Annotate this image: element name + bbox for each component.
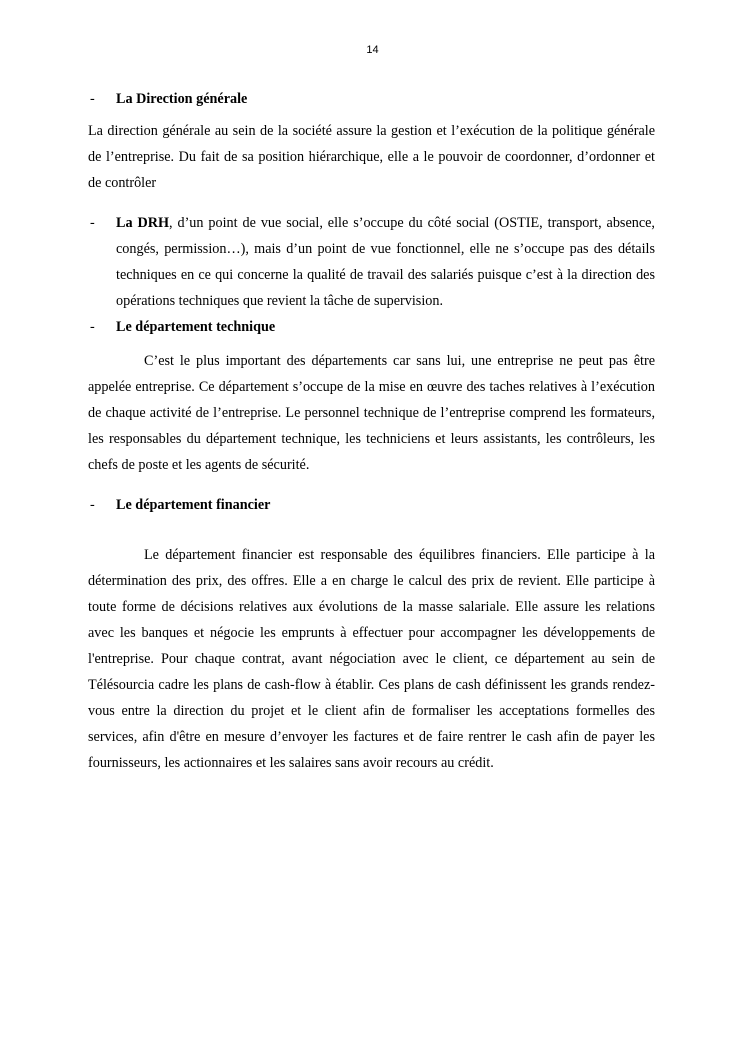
bullet-dash: - [90, 497, 95, 513]
drh-description: , d’un point de vue social, elle s’occupe du côté social (OSTIE, transport, absence, congés, permission…), mais d’un point de vue fonctionnel, elle ne s’occupe pas des détails techniques en ce qui concerne la qualité de travail des salariés puisque c’est à la direction des opérations techniques que revient la tâche de supervision. [116, 215, 655, 309]
paragraph-departement-financier: Le département financier est responsable des équilibres financiers. Elle participe à la détermination des prix, des offres. Elle a en charge le calcul des prix de revient. Elle participe à toute forme de décisions relatives aux évolutions de la masse salariale. Elle assure les relations avec les banques et négocie les emprunts à effectuer pour accompagner les développements de l'entreprise. Pour chaque contrat, avant négociation avec le client, ce département au sein de Télésourcia cadre les plans de cash-flow à établir. Ces plans de cash définissent les grands rendez-vous entre la direction du projet et le client afin de formaliser les acceptations formelles des services, afin d'être en mesure d’envoyer les factures et de faire rentrer le cash afin de payer les fournisseurs, les actionnaires et les salaires sans avoir recours au crédit. [88, 547, 655, 771]
paragraph-direction-generale: La direction générale au sein de la société assure la gestion et l’exécution de la politique générale de l’entreprise. Du fait de sa position hiérarchique, elle a le pouvoir de coordonner, d’ordonner et de contrôler [88, 123, 655, 191]
section-heading-departement-financier [88, 492, 655, 518]
bullet-dash: - [90, 215, 95, 231]
heading-text: La Direction générale [116, 91, 248, 107]
section-heading-direction-generale [88, 86, 655, 112]
term-drh: La DRH [116, 215, 170, 231]
bullet-dash: - [90, 91, 95, 107]
bullet-item-drh [88, 210, 655, 314]
heading-text: Le département financier [116, 497, 271, 513]
section-heading-departement-technique [88, 314, 655, 340]
page-number: 14 [366, 44, 379, 56]
document-body [88, 86, 655, 776]
paragraph-departement-technique: C’est le plus important des départements car sans lui, une entreprise ne peut pas être appelée entreprise. Ce département s’occupe de la mise en œuvre des taches relatives à l’exécution de chaque activité de l’entreprise. Le personnel technique de l’entreprise comprend les formateurs, les responsables du département technique, les techniciens et leurs assistants, les contrôleurs, les chefs de poste et les agents de sécurité. [88, 353, 655, 473]
heading-text: Le département technique [116, 319, 276, 335]
bullet-dash: - [90, 319, 95, 335]
